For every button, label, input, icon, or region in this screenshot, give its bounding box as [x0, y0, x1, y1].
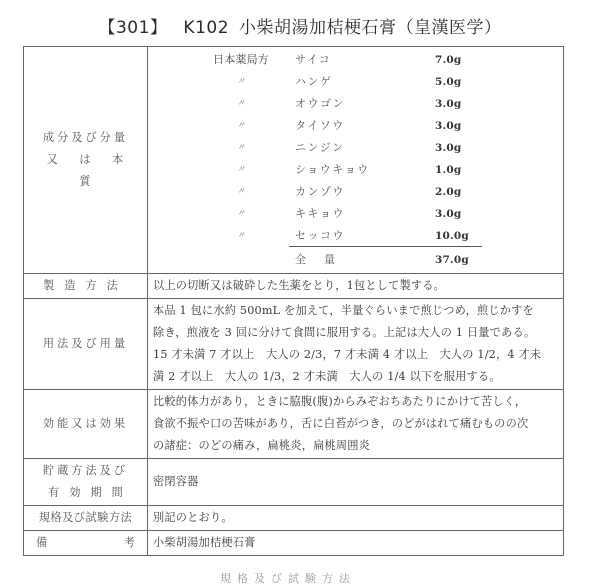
dosage-label: 用法及び用量 — [24, 299, 148, 390]
ingredient-row — [153, 225, 557, 247]
ingredient-name: ハンゲ — [295, 75, 333, 88]
ingredients-label — [24, 47, 148, 274]
ingredient-source: 〃 — [236, 99, 246, 109]
ingredient-row — [153, 71, 557, 93]
storage-row — [24, 459, 564, 506]
ingredient-source: 〃 — [236, 165, 246, 175]
ingredient-name: タイソウ — [295, 119, 345, 132]
ingredient-source: 日本薬局方 — [213, 53, 269, 66]
total-label: 全量 — [295, 253, 353, 266]
manufacturing-text: 以上の切断又は破砕した生薬をとり，1包として製する。 — [148, 274, 564, 299]
formula-name: 小柴胡湯加桔梗石膏（皇漢医学） — [239, 18, 502, 38]
ingredient-source: 〃 — [236, 143, 246, 153]
storage-label-line1: 貯蔵方法及び — [42, 464, 129, 477]
ingredients-label-line2: 又 は 本 質 — [46, 153, 133, 188]
ingredient-row — [153, 93, 557, 115]
ingredient-amount: 3.0g — [435, 120, 462, 132]
ingredient-name: キキョウ — [295, 207, 345, 220]
total-divider — [289, 246, 482, 247]
manufacturing-row — [24, 274, 564, 299]
storage-label — [24, 459, 148, 506]
ingredient-amount: 3.0g — [435, 208, 462, 220]
specification-text: 別記のとおり。 — [148, 506, 564, 531]
specification-row — [24, 506, 564, 531]
dosage-row — [24, 299, 564, 390]
ingredient-amount: 5.0g — [435, 76, 462, 88]
ingredient-source: 〃 — [236, 187, 246, 197]
remarks-row — [24, 531, 564, 556]
efficacy-line: の諸症：のどの痛み，扁桃炎，扁桃周囲炎 — [153, 439, 371, 452]
total-row — [153, 249, 557, 271]
ingredient-amount: 2.0g — [435, 186, 462, 198]
efficacy-content — [148, 390, 564, 459]
storage-label-line2: 有効期間 — [48, 486, 133, 499]
manufacturing-label: 製造方法 — [24, 274, 148, 299]
ingredient-source: 〃 — [236, 121, 246, 131]
storage-text: 密閉容器 — [148, 459, 564, 506]
ingredient-row — [153, 181, 557, 203]
dosage-content — [148, 299, 564, 390]
ingredient-name: ニンジン — [295, 141, 345, 154]
remarks-label-right: 考 — [123, 536, 135, 549]
ingredients-row — [24, 47, 564, 274]
dosage-line: 本品 1 包に水約 500mL を加えて，半量ぐらいまで煎じつめ，煎じかすを — [153, 304, 534, 317]
dosage-line: 満 2 才以上 大人の 1/3，2 才未満 大人の 1/4 以下を服用する。 — [153, 370, 501, 383]
ingredient-name: サイコ — [295, 53, 332, 66]
ingredient-row — [153, 49, 557, 71]
efficacy-row — [24, 390, 564, 459]
efficacy-label: 効能又は効果 — [24, 390, 148, 459]
dosage-line: 15 才未満 7 才以上 大人の 2/3，7 才未満 4 才以上 大人の 1/2，4 才未 — [153, 348, 542, 361]
ingredient-name: オウゴン — [295, 97, 345, 110]
ingredient-amount: 3.0g — [435, 142, 462, 154]
ingredient-source: 〃 — [236, 231, 246, 241]
ingredient-row — [153, 203, 557, 225]
dosage-line: 除き，煎液を 3 回に分けて食間に服用する。上記は大人の 1 日量である。 — [153, 326, 536, 339]
ingredients-content — [148, 47, 564, 274]
ingredient-row — [153, 137, 557, 159]
ingredients-list — [153, 48, 557, 272]
ingredient-name: セッコウ — [295, 229, 345, 242]
ingredient-amount: 3.0g — [435, 98, 462, 110]
page-title — [0, 13, 600, 38]
monograph-code: K102 — [183, 18, 230, 38]
ingredient-source: 〃 — [236, 209, 246, 219]
monograph-number: 【301】 — [98, 18, 168, 38]
next-section-heading-cut: 規格及び試験方法 — [220, 572, 356, 585]
specification-label: 規格及び試験方法 — [24, 506, 148, 531]
total-amount: 37.0g — [435, 254, 469, 266]
ingredient-source: 〃 — [236, 77, 246, 87]
ingredient-amount: 10.0g — [435, 230, 469, 242]
remarks-text: 小柴胡湯加桔梗石膏 — [148, 531, 564, 556]
remarks-label — [24, 531, 148, 556]
ingredient-name: カンゾウ — [295, 185, 345, 198]
ingredient-row — [153, 115, 557, 137]
ingredient-name: ショウキョウ — [295, 163, 370, 176]
remarks-label-left: 備 — [36, 536, 48, 549]
efficacy-line: 比較的体力があり，ときに脇腹(腹)からみぞおちあたりにかけて苦しく， — [153, 395, 527, 408]
ingredient-amount: 7.0g — [435, 54, 462, 66]
ingredient-row — [153, 159, 557, 181]
monograph-table — [23, 46, 564, 556]
ingredients-label-line1: 成分及び分量 — [42, 131, 129, 144]
efficacy-line: 食欲不振や口の苦味があり，舌に白苔がつき，のどがはれて痛むものの次 — [153, 417, 529, 430]
ingredient-amount: 1.0g — [435, 164, 462, 176]
